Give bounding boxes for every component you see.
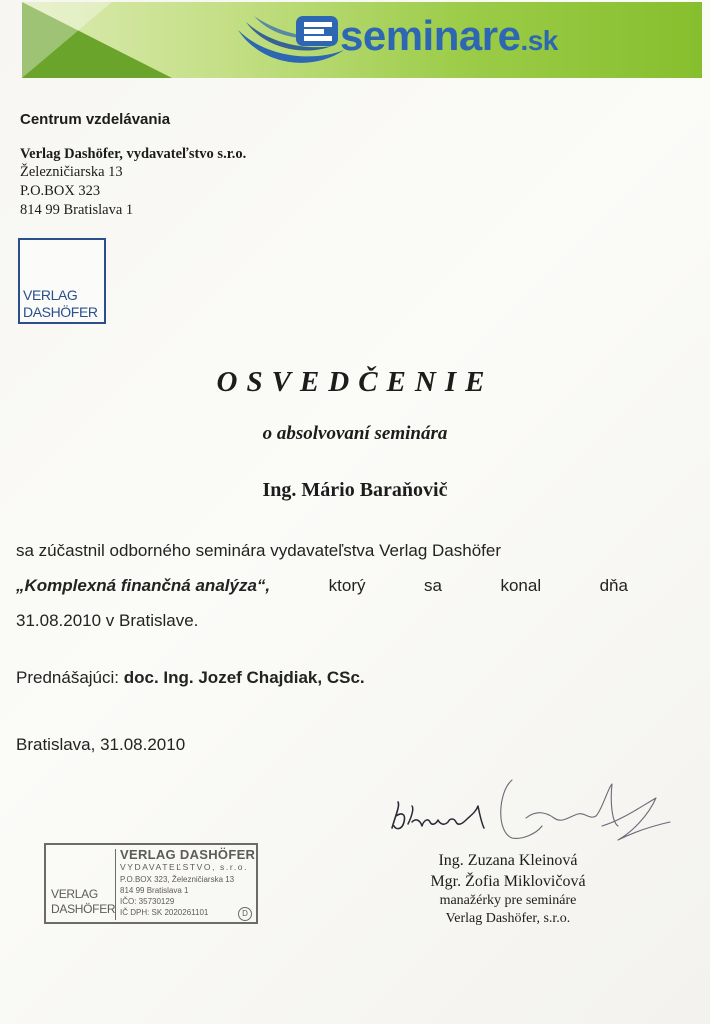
stamp-logo-line-2: DASHÖFER	[51, 902, 116, 916]
verlag-dashofer-logo	[18, 238, 106, 324]
certificate-title: OSVEDČENIE	[216, 366, 494, 398]
logo-tld: .sk	[520, 25, 558, 56]
address-city: 814 99 Bratislava 1	[20, 202, 134, 218]
lecturer-line	[16, 668, 628, 688]
logo-line-2: DASHÖFER	[23, 304, 98, 320]
lecturer-label: Prednášajúci:	[16, 668, 120, 687]
issue-place-date: Bratislava, 31.08.2010	[16, 735, 186, 754]
body-word: sa	[423, 576, 442, 595]
body-line-2	[16, 576, 628, 596]
banner-highlight	[22, 2, 112, 78]
body-line-3: 31.08.2010 v Bratislave.	[16, 611, 199, 630]
swoosh-logo-icon	[232, 10, 347, 70]
signatory-company: Verlag Dashöfer, s.r.o.	[445, 911, 571, 926]
stamp-company-type: VYDAVATEĽSTVO, s.r.o.	[120, 862, 249, 872]
recipient-name: Ing. Mário Baraňovič	[262, 479, 448, 501]
seminar-name: „Komplexná finančná analýza“,	[16, 576, 271, 595]
logo-name: seminare	[340, 12, 521, 59]
signatory-2: Mgr. Žofia Miklovičová	[430, 873, 586, 890]
company-stamp	[44, 843, 258, 924]
address-street: Železničiarska 13	[20, 164, 123, 180]
seminare-logo-text	[340, 12, 558, 60]
department-name: Centrum vzdelávania	[20, 111, 171, 128]
body-word: dňa	[599, 576, 628, 595]
body-word: ktorý	[328, 576, 366, 595]
stamp-company-name: VERLAG DASHÖFER	[120, 847, 256, 862]
stamp-logo-line-1: VERLAG	[51, 887, 98, 901]
stamp-address: P.O.BOX 323, Železničiarska 13	[120, 875, 235, 884]
address-pobox: P.O.BOX 323	[20, 183, 101, 199]
publisher-name: Verlag Dashöfer, vydavateľstvo s.r.o.	[20, 146, 247, 162]
stamp-mark: D	[238, 907, 252, 921]
signatory-role: manažérky pre semináre	[439, 893, 577, 908]
header-banner	[22, 2, 702, 78]
signatories	[372, 850, 644, 928]
lecturer-name: doc. Ing. Jozef Chajdiak, CSc.	[123, 668, 365, 687]
stamp-logo	[49, 849, 116, 920]
stamp-ico: IČO: 35730129	[120, 897, 175, 906]
stamp-details	[118, 847, 256, 923]
body-word: konal	[500, 576, 542, 595]
stamp-city: 814 99 Bratislava 1	[120, 886, 189, 895]
signatory-1: Ing. Zuzana Kleinová	[438, 852, 578, 869]
certificate-subtitle: o absolvovaní seminára	[262, 423, 448, 444]
logo-line-1: VERLAG	[23, 287, 78, 303]
stamp-dic: IČ DPH: SK 2020261101	[120, 908, 209, 917]
body-line-1: sa zúčastnil odborného seminára vydavateľstva Verlag Dashöfer	[16, 541, 502, 560]
